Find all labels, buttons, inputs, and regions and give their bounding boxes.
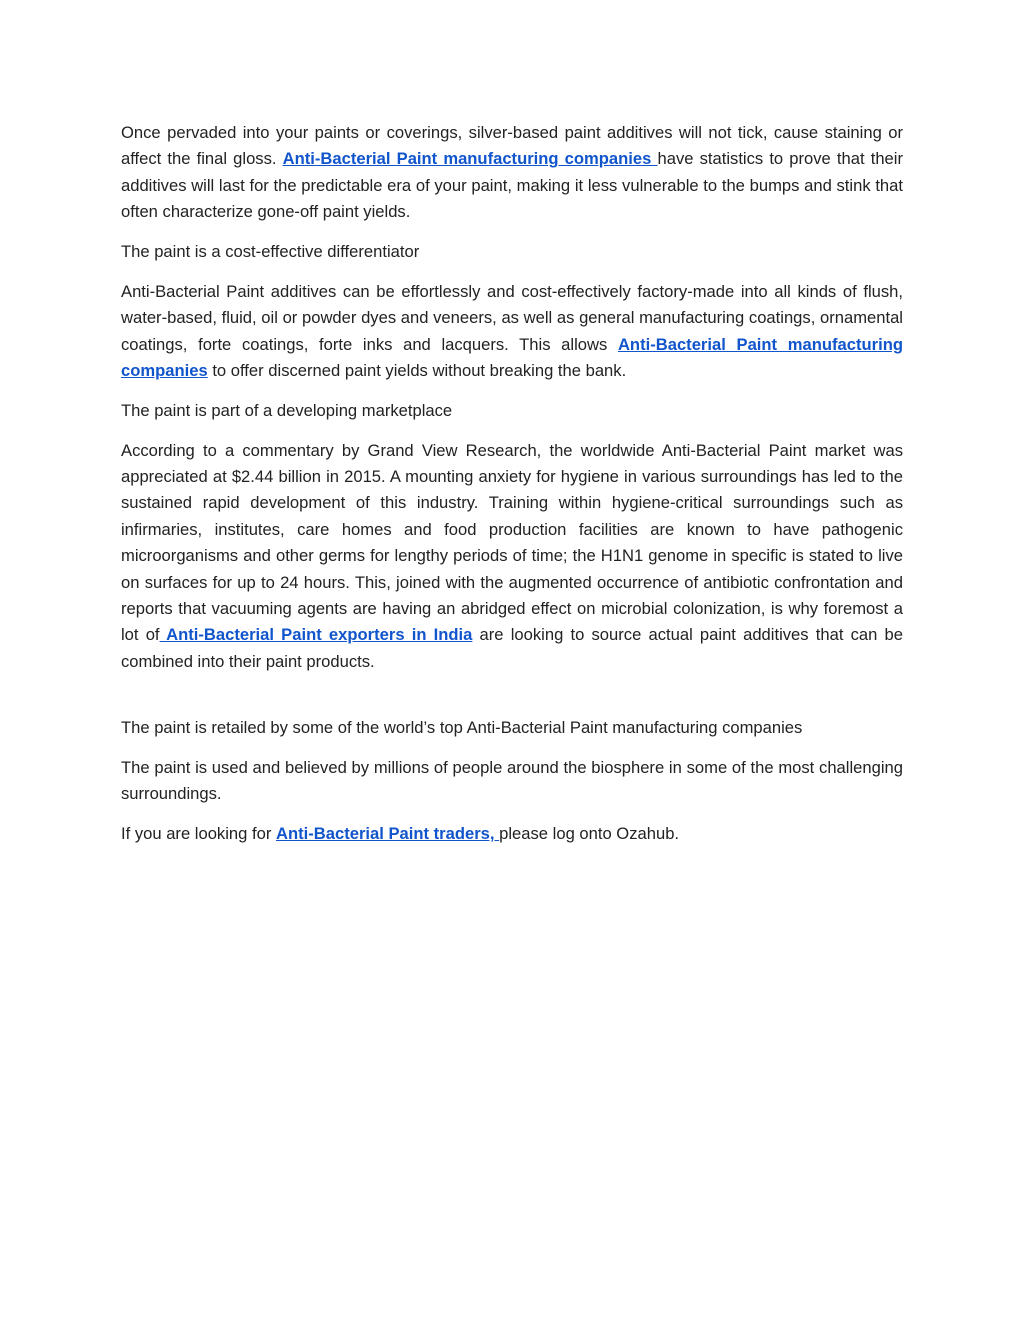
- heading-developing-marketplace: [121, 398, 903, 424]
- paragraph-log-onto-ozahub: [121, 821, 903, 847]
- paragraph-used-believed: [121, 755, 903, 808]
- anti-bacterial-paint-manufacturing-companies-link-2[interactable]: Anti-Bacterial Paint manufacturing companies: [121, 334, 903, 381]
- paragraph-silver-additives: [121, 120, 903, 226]
- paragraph-text: The paint is part of a developing marketplace: [121, 400, 453, 420]
- paragraph-text: The paint is retailed by some of the world’s top Anti-Bacterial Paint manufacturing companies: [121, 718, 803, 738]
- heading-retailed: [121, 715, 903, 741]
- paragraph-text: The paint is a cost-effective differentiator: [121, 242, 420, 262]
- paragraph-text: Anti-Bacterial Paint additives can be effortlessly and cost-effectively factory-made into all kinds of flush, water-based, fluid, oil or powder dyes and veneers, as well as general manufacturing coatings, ornamental coatings, forte coatings, forte inks and lacquers. This allows: [121, 281, 903, 354]
- heading-cost-effective: [121, 239, 903, 265]
- anti-bacterial-paint-manufacturing-companies-link[interactable]: Anti-Bacterial Paint manufacturing companies: [282, 149, 658, 169]
- paragraph-text: Once pervaded into your paints or coverings, silver-based paint additives will not tick, cause staining or affect the final gloss.: [121, 123, 903, 169]
- paragraph-additives: [121, 279, 903, 385]
- paragraph-text: According to a commentary by Grand View Research, the worldwide Anti-Bacterial Paint market was appreciated at $2.44 billion in 2015. A mounting anxiety for hygiene in various surroundings has led to the sustained rapid development of this industry. Training within hygiene-critical surroundings such as infirmaries, institutes, care homes and food production facilities are known to have pathogenic microorganisms and other germs for lengthy periods of time; the H1N1 genome in specific is stated to live on surfaces for up to 24 hours. This, joined with the augmented occurrence of antibiotic confrontation and reports that vacuuming agents are having an abridged effect on microbial colonization, is why foremost a lot of: [121, 440, 903, 645]
- paragraph-text: have statistics to prove that their additives will last for the predictable era of your paint, making it less vulnerable to the bumps and stink that often characterize gone-off paint yields.: [121, 149, 903, 222]
- blank-line: [121, 689, 903, 715]
- paragraph-text: If you are looking for: [121, 824, 276, 844]
- paragraph-text: please log onto Ozahub.: [499, 824, 680, 844]
- anti-bacterial-paint-exporters-link[interactable]: Anti-Bacterial Paint exporters in India: [159, 625, 473, 645]
- document-body: [121, 120, 903, 861]
- paragraph-text: to offer discerned paint yields without breaking the bank.: [207, 361, 627, 381]
- paragraph-text: are looking to source actual paint additives that can be combined into their paint products.: [121, 625, 903, 671]
- paragraph-market-research: [121, 438, 903, 676]
- paragraph-text: The paint is used and believed by millions of people around the biosphere in some of the most challenging surroundings.: [121, 757, 903, 804]
- anti-bacterial-paint-traders-link[interactable]: Anti-Bacterial Paint traders,: [275, 824, 500, 844]
